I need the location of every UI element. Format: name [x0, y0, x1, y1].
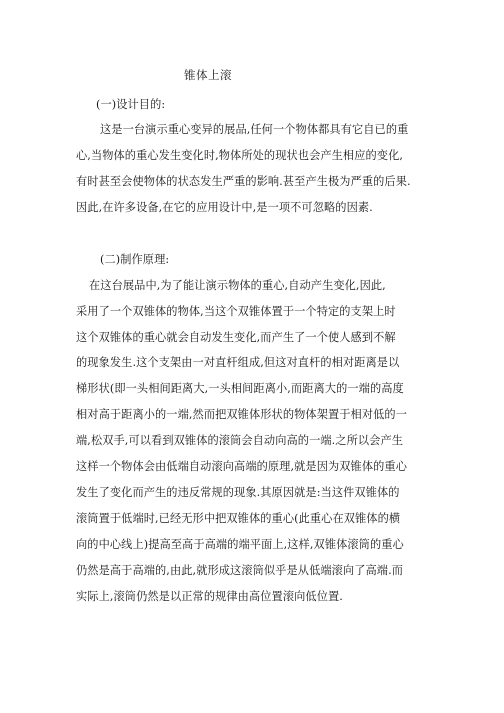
- section1-line: 这是一台演示重心变异的展品,任何一个物体都具有它自已的重: [100, 123, 409, 136]
- section2-line: 向的中心线上)提高至高于高端的端平面上,这样,双锥体滚筒的重心: [76, 538, 404, 551]
- section2-line: 端,松双手,可以看到双锥体的滚筒会自动向高的一端.之所以会产生: [76, 434, 404, 447]
- section2-line: 相对高于距离小的一端,然而把双锥体形状的物体架置于相对低的一: [76, 408, 407, 421]
- section2-line: 的现象发生.这个支架由一对直杆组成,但这对直杆的相对距离是以: [76, 356, 400, 369]
- section2-line: 梯形状(即一头相间距离大,一头相间距离小,而距离大的一端的高度: [76, 382, 404, 395]
- section2-line: 这个双锥体的重心就会自动发生变化,而产生了一个使人感到不解: [76, 331, 396, 344]
- section1-line: 心,当物体的重心发生变化时,物体所处的现状也会产生相应的变化,: [76, 149, 404, 162]
- section2-line: 实际上,滚筒仍然是以正常的规律由高位置滚向低位置.: [76, 590, 343, 603]
- document-title: 锥体上滚: [184, 68, 232, 82]
- section2-line: 这样一个物体会由低端自动滚向高端的原理,就是因为双锥体的重心: [76, 460, 407, 473]
- section2-line: 仍然是高于高端的,由此,就形成这滚筒似乎是从低端滚向了高端.而: [76, 564, 404, 577]
- section1-line: 有时甚至会使物体的状态发生严重的影响.甚至产生极为严重的后果.: [76, 175, 411, 188]
- section1-line: 因此,在许多设备,在它的应用设计中,是一项不可忽略的因素.: [76, 201, 373, 214]
- section2-line: 在这台展品中,为了能让演示物体的重心,自动产生变化,因此,: [89, 279, 386, 292]
- section1-heading: (一)设计目的:: [96, 98, 166, 111]
- section2-line: 采用了一个双锥体的物体,当这个双锥体置于一个特定的支架上时: [76, 305, 396, 318]
- section2-line: 滚筒置于低端时,已经无形中把双锥体的重心(此重心在双锥体的横: [76, 512, 401, 525]
- section2-heading: (二)制作原理:: [100, 253, 170, 266]
- section2-line: 发生了变化而产生的违反常规的现象.其原因就是:当这件双锥体的: [76, 486, 400, 499]
